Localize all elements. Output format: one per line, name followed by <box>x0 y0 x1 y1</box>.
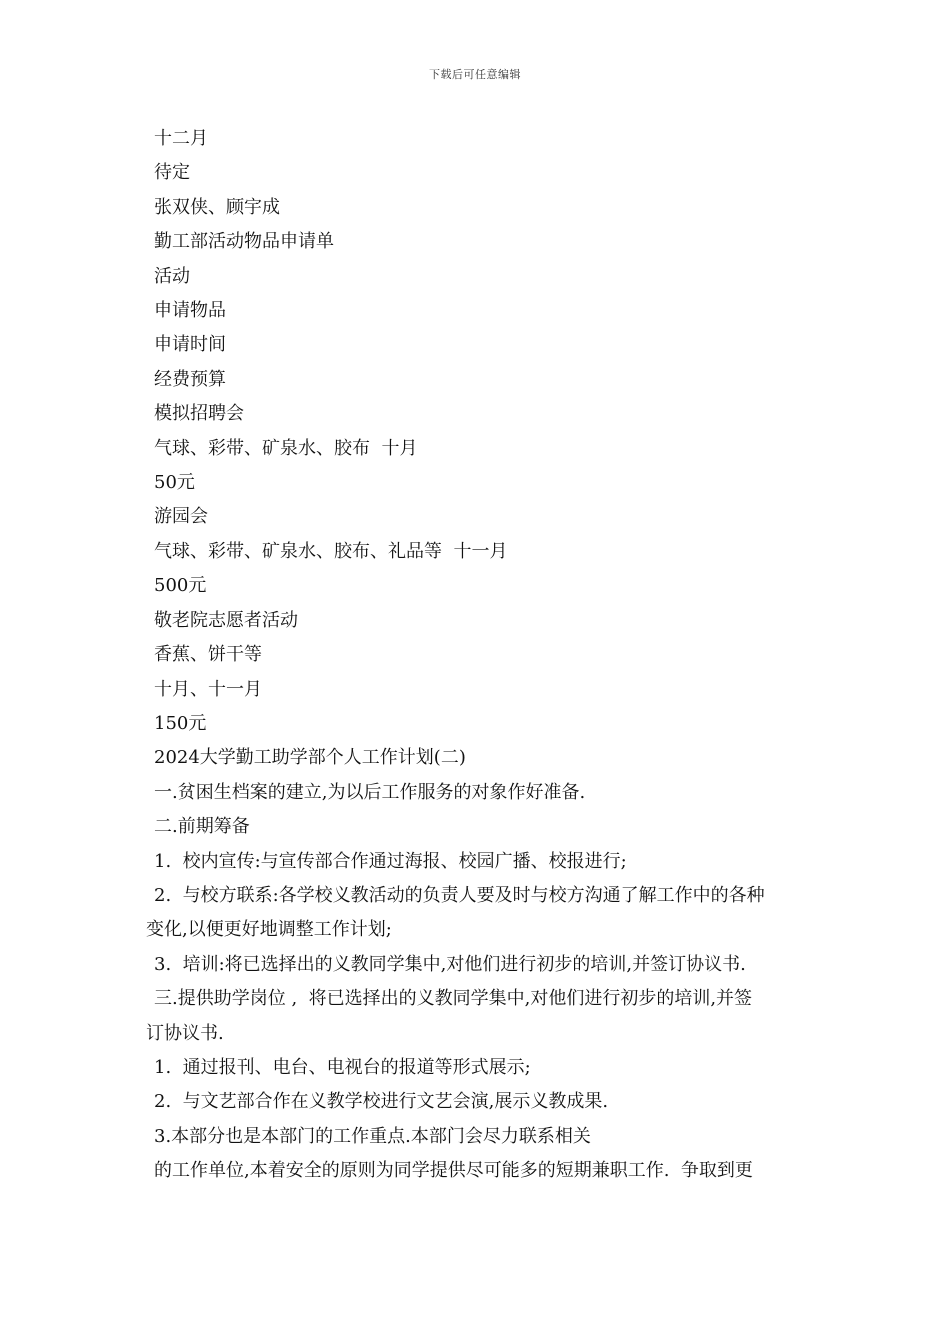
text-line: 2. 与文艺部合作在义教学校进行文艺会演,展示义教成果. <box>154 1091 609 1113</box>
text-line: 香蕉、饼干等 <box>154 644 262 666</box>
text-line: 50元 <box>154 472 195 494</box>
text-line: 订协议书. <box>146 1022 224 1044</box>
text-line: 游园会 <box>154 506 208 528</box>
text-line: 十二月 <box>154 128 208 149</box>
text-line: 500元 <box>154 575 207 597</box>
text-line: 敬老院志愿者活动 <box>154 609 298 631</box>
text-line: 气球、彩带、矿泉水、胶布 十月 <box>154 437 418 459</box>
text-line: 模拟招聘会 <box>154 403 244 425</box>
document-body <box>146 122 816 1189</box>
text-line: 一.贫困生档案的建立,为以后工作服务的对象作好准备. <box>154 781 586 803</box>
text-line: 勤工部活动物品申请单 <box>154 231 334 253</box>
text-line: 2. 与校方联系:各学校义教活动的负责人要及时与校方沟通了解工作中的各种 <box>154 884 765 906</box>
text-line: 150元 <box>154 712 207 734</box>
text-line: 三.提供助学岗位 , 将已选择出的义教同学集中,对他们进行初步的培训,并签 <box>154 988 753 1010</box>
text-line: 3. 培训:将已选择出的义教同学集中,对他们进行初步的培训,并签订协议书. <box>154 953 746 975</box>
text-line: 的工作单位,本着安全的原则为同学提供尽可能多的短期兼职工作. 争取到更 <box>154 1160 753 1182</box>
text-line: 十月、十一月 <box>154 678 262 700</box>
section-title: 2024大学勤工助学部个人工作计划(二) <box>154 747 466 769</box>
text-line: 待定 <box>154 162 190 184</box>
text-line: 申请时间 <box>154 334 226 356</box>
text-line: 1. 校内宣传:与宣传部合作通过海报、校园广播、校报进行; <box>154 850 627 872</box>
text-line: 二.前期筹备 <box>154 816 250 838</box>
text-line: 申请物品 <box>154 300 226 322</box>
text-line: 经费预算 <box>154 368 226 390</box>
text-line: 变化,以便更好地调整工作计划; <box>146 919 392 941</box>
text-line: 1. 通过报刊、电台、电视台的报道等形式展示; <box>154 1056 531 1078</box>
text-line: 3.本部分也是本部门的工作重点.本部门会尽力联系相关 <box>154 1125 591 1147</box>
text-line: 气球、彩带、矿泉水、胶布、礼品等 十一月 <box>154 540 508 562</box>
page-header-note: 下载后可任意编辑 <box>429 68 521 81</box>
text-line: 张双侠、顾宇成 <box>154 196 280 218</box>
text-line: 活动 <box>154 265 190 287</box>
